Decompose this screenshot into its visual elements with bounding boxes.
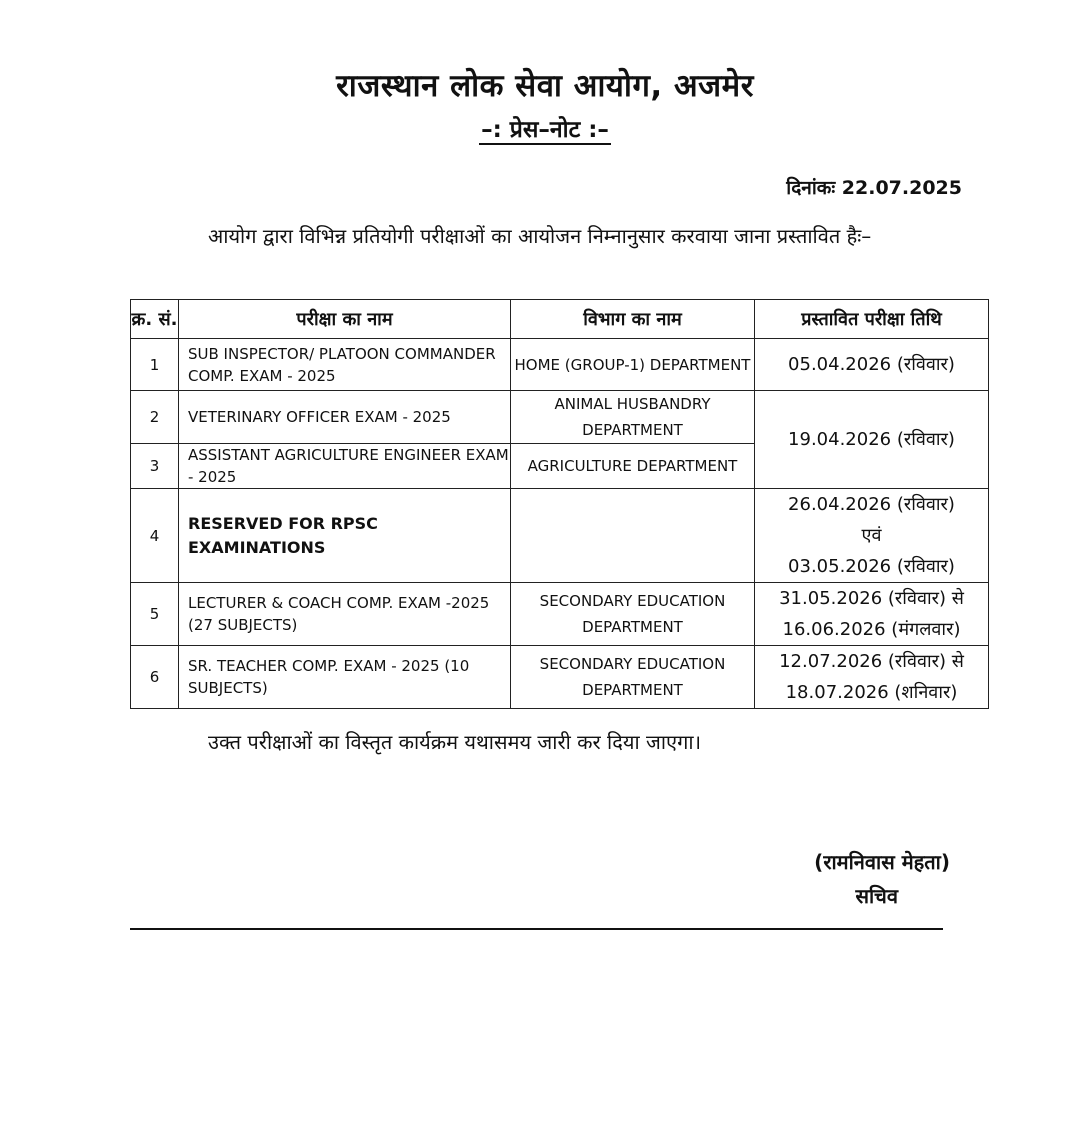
exam-name-cell: VETERINARY OFFICER EXAM - 2025 — [179, 391, 511, 444]
department-cell: ANIMAL HUSBANDRY DEPARTMENT — [511, 391, 755, 444]
header-department: विभाग का नाम — [511, 300, 755, 339]
press-note-label: –: प्रेस–नोट :– — [481, 117, 609, 143]
exam-date-cell — [755, 583, 989, 646]
date-line: 26.04.2026 (रविवार) — [788, 494, 955, 515]
date-line: 31.05.2026 (रविवार) से — [779, 588, 964, 609]
press-note-heading — [0, 112, 1080, 144]
serial-cell: 5 — [131, 583, 179, 646]
department-cell: AGRICULTURE DEPARTMENT — [511, 444, 755, 489]
date-line: एवं — [861, 525, 882, 546]
table-row — [131, 583, 989, 646]
exam-date-cell: 19.04.2026 (रविवार) — [755, 391, 989, 489]
exam-name-cell: ASSISTANT AGRICULTURE ENGINEER EXAM - 2025 — [179, 444, 511, 489]
bottom-divider — [130, 928, 943, 930]
header-exam-date: प्रस्तावित परीक्षा तिथि — [755, 300, 989, 339]
signatory-designation: सचिव — [855, 884, 898, 908]
closing-statement: उक्त परीक्षाओं का विस्तृत कार्यक्रम यथासमय जारी कर दिया जाएगा। — [208, 730, 702, 754]
table-row — [131, 489, 989, 583]
date-line: 18.07.2026 (शनिवार) — [785, 682, 958, 703]
department-cell — [511, 489, 755, 583]
table-row — [131, 391, 989, 444]
header-exam-name: परीक्षा का नाम — [179, 300, 511, 339]
table-row — [131, 339, 989, 391]
exam-name-cell: RESERVED FOR RPSC EXAMINATIONS — [179, 489, 511, 583]
document-date: दिनांकः 22.07.2025 — [786, 177, 962, 199]
department-cell: HOME (GROUP-1) DEPARTMENT — [511, 339, 755, 391]
serial-cell: 4 — [131, 489, 179, 583]
table-row — [131, 646, 989, 709]
exam-date-cell — [755, 489, 989, 583]
date-line: 03.05.2026 (रविवार) — [788, 556, 955, 577]
exam-schedule-table — [130, 299, 989, 709]
serial-cell: 2 — [131, 391, 179, 444]
exam-date-cell: 05.04.2026 (रविवार) — [755, 339, 989, 391]
exam-name-cell: SUB INSPECTOR/ PLATOON COMMANDER COMP. EXAM - 2025 — [179, 339, 511, 391]
department-cell: SECONDARY EDUCATION DEPARTMENT — [511, 583, 755, 646]
date-line: 16.06.2026 (मंगलवार) — [782, 619, 961, 640]
table-header-row — [131, 300, 989, 339]
serial-cell: 1 — [131, 339, 179, 391]
exam-name-cell: LECTURER & COACH COMP. EXAM -2025 (27 SUBJECTS) — [179, 583, 511, 646]
header-serial: क्र. सं. — [131, 300, 179, 339]
serial-cell: 3 — [131, 444, 179, 489]
signatory-name: (रामनिवास मेहता) — [814, 850, 950, 874]
date-line: 12.07.2026 (रविवार) से — [779, 651, 964, 672]
exam-name-cell: SR. TEACHER COMP. EXAM - 2025 (10 SUBJECTS) — [179, 646, 511, 709]
serial-cell: 6 — [131, 646, 179, 709]
document-title: राजस्थान लोक सेवा आयोग, अजमेर — [336, 68, 754, 104]
intro-paragraph: आयोग द्वारा विभिन्न प्रतियोगी परीक्षाओं का आयोजन निम्नानुसार करवाया जाना प्रस्तावित हैः– — [208, 224, 872, 248]
exam-date-cell — [755, 646, 989, 709]
department-cell: SECONDARY EDUCATION DEPARTMENT — [511, 646, 755, 709]
